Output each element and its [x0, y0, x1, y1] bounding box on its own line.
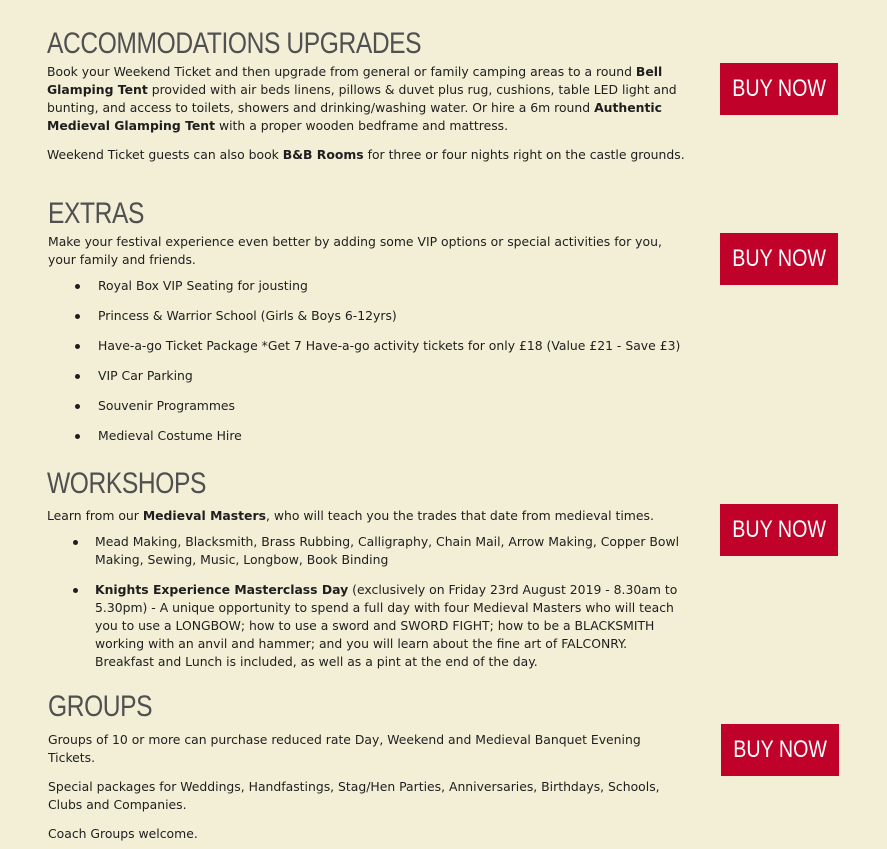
bnb-rooms-text: B&B Rooms: [282, 147, 364, 162]
extras-list: [48, 277, 688, 445]
medieval-masters-text: Medieval Masters: [142, 508, 266, 523]
text: , who will teach you the trades that date from medieval times.: [265, 508, 654, 523]
button-label: BUY NOW: [732, 75, 826, 102]
workshops-section: [47, 467, 687, 683]
text: for three or four nights right on the castle grounds.: [363, 147, 685, 162]
list-item: Souvenir Programmes: [48, 397, 688, 415]
medieval-glamping-tent-text: Authentic Medieval Glamping Tent: [47, 100, 662, 133]
list-item: Royal Box VIP Seating for jousting: [48, 277, 688, 295]
extras-buy-now-button[interactable]: [720, 233, 838, 285]
text: Book your Weekend Ticket and then upgrade from general or family camping areas to a round: [47, 64, 636, 79]
text: (exclusively on Friday 23rd August 2019 - 8.30am to 5.30pm) - A unique opportunity to spend a full day with four Medieval Masters who will teach you to use a LONGBOW; how to use a sword and SWORD FIGHT; how to be a BLACKSMITH working with an anvil and hammer; and you will learn about the fine art of FALCONRY. Breakfast and Lunch is included, as well as a pint at the end of the day.: [95, 582, 678, 669]
text: with a proper wooden bedframe and mattress.: [215, 118, 509, 133]
list-item: VIP Car Parking: [48, 367, 688, 385]
groups-buy-now-button[interactable]: [721, 724, 839, 776]
list-item: Have-a-go Ticket Package *Get 7 Have-a-go activity tickets for only £18 (Value £21 - Save £3): [48, 337, 688, 355]
button-label: BUY NOW: [733, 736, 827, 763]
knights-masterclass-title: Knights Experience Masterclass Day: [95, 582, 349, 597]
accommodations-heading: ACCOMMODATIONS UPGRADES: [47, 27, 422, 60]
workshops-heading: WORKSHOPS: [47, 467, 206, 500]
list-item: Medieval Costume Hire: [48, 427, 688, 445]
bell-glamping-tent-text: Bell Glamping Tent: [47, 64, 663, 97]
list-item: Princess & Warrior School (Girls & Boys 6-12yrs): [48, 307, 688, 325]
workshops-buy-now-button[interactable]: [720, 504, 838, 556]
accommodations-paragraph: [47, 63, 687, 135]
workshops-list: [47, 533, 687, 671]
extras-section: [48, 197, 688, 457]
text: Weekend Ticket guests can also book: [47, 147, 283, 162]
accommodations-section: [47, 27, 687, 164]
groups-heading: GROUPS: [48, 690, 153, 723]
coach-groups-paragraph: Coach Groups welcome.: [48, 826, 198, 841]
list-item: [47, 581, 687, 671]
groups-paragraph: Groups of 10 or more can purchase reduced rate Day, Weekend and Medieval Banquet Evening Tickets.: [48, 732, 641, 765]
button-label: BUY NOW: [732, 245, 826, 272]
groups-packages-paragraph: Special packages for Weddings, Handfastings, Stag/Hen Parties, Anniversaries, Birthdays, Schools, Clubs and Companies.: [48, 779, 660, 812]
list-item: Mead Making, Blacksmith, Brass Rubbing, Calligraphy, Chain Mail, Arrow Making, Copper Bowl Making, Sewing, Music, Longbow, Book Binding: [47, 533, 687, 569]
extras-heading: EXTRAS: [48, 197, 144, 230]
extras-intro: Make your festival experience even better by adding some VIP options or special activities for you, your family and friends.: [48, 234, 662, 267]
text: provided with air beds linens, pillows & duvet plus rug, cushions, table LED light and bunting, and access to toilets, showers and drinking/washing water. Or hire a 6m round: [47, 82, 677, 115]
text: Learn from our: [47, 508, 143, 523]
workshops-intro: [47, 507, 687, 525]
button-label: BUY NOW: [732, 516, 826, 543]
bnb-paragraph: [47, 146, 687, 164]
groups-section: [48, 690, 688, 843]
accommodations-buy-now-button[interactable]: [720, 63, 838, 115]
